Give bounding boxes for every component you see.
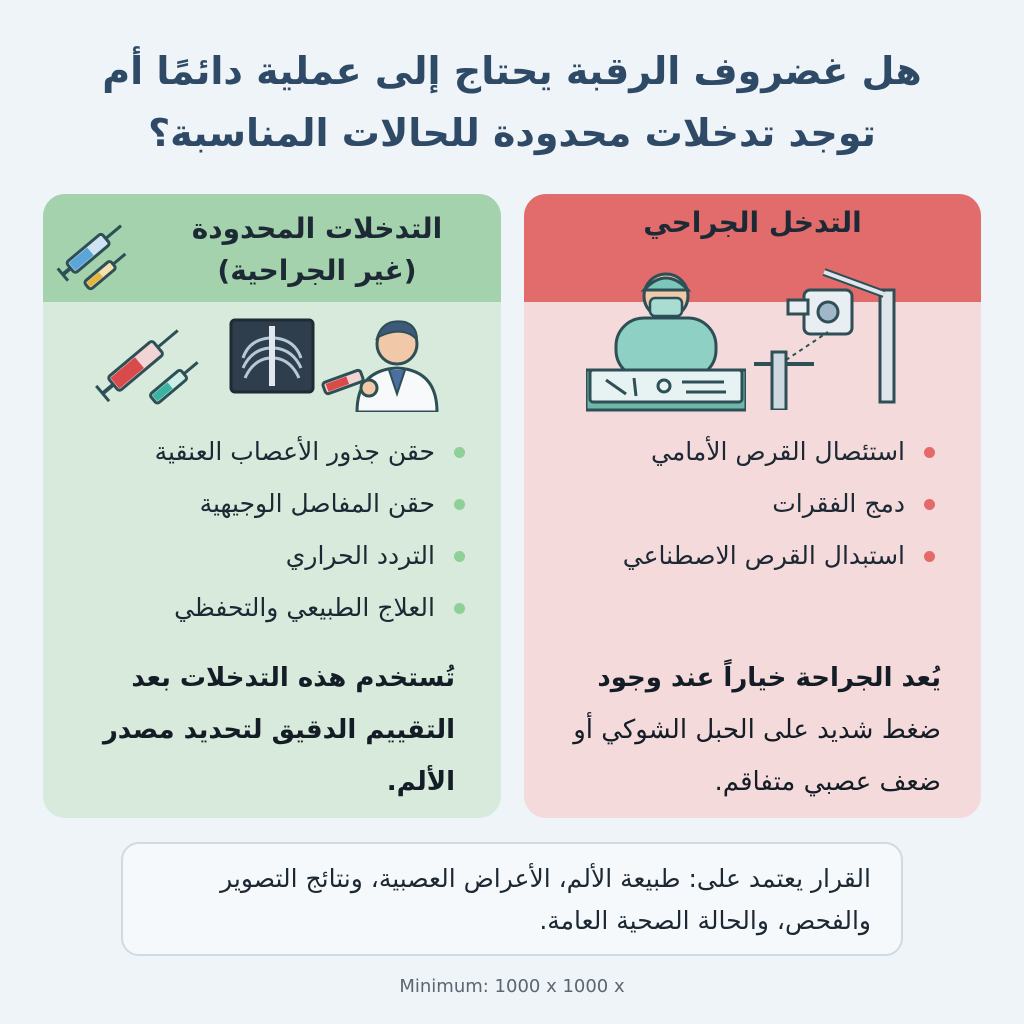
decision-factors-text: القرار يعتمد على: طبيعة الألم، الأعراض العصبية، ونتائج التصوير والفحص، والحالة الصحية العامة. [220, 864, 871, 935]
page-title [60, 40, 964, 164]
instrument-tray-icon [586, 364, 746, 408]
decision-factors-box [121, 842, 903, 956]
list-item: العلاج الطبيعي والتحفظي [155, 582, 471, 634]
list-item: التردد الحراري [155, 530, 471, 582]
surgical-note-bold: يُعد الجراحة خياراً عند وجود [597, 663, 941, 693]
bullet-dot [454, 499, 465, 510]
bullet-dot [924, 551, 935, 562]
bullet-dot [454, 447, 465, 458]
list-item: استبدال القرص الاصطناعي [623, 530, 941, 582]
surgical-heading: التدخل الجراحي [643, 206, 862, 239]
list-item: حقن المفاصل الوجيهية [155, 478, 471, 530]
bullet-dot [454, 551, 465, 562]
surgical-procedures-list [623, 426, 941, 582]
doctor-icon [313, 308, 441, 412]
nonsurgical-heading-line-2: (غير الجراحية) [217, 254, 417, 287]
title-line-2: توجد تدخلات محدودة للحالات المناسبة؟ [148, 111, 876, 155]
list-item: استئصال القرص الأمامي [623, 426, 941, 478]
surgical-note [541, 652, 941, 808]
nonsurgical-interventions-list [155, 426, 471, 634]
size-caption: Minimum: 1000 x 1000 x [399, 976, 625, 997]
nonsurgical-heading-line-1: التدخلات المحدودة [191, 212, 443, 245]
surgical-note-rest: ضغط شديد على الحبل الشوكي أو ضعف عصبي متفاقم. [573, 715, 941, 797]
surgical-microscope-icon [744, 260, 924, 410]
surgical-card [524, 194, 981, 818]
nonsurgical-card [43, 194, 501, 818]
title-line-1: هل غضروف الرقبة يحتاج إلى عملية دائمًا أم [102, 49, 922, 93]
nonsurgical-note: تُستخدم هذه التدخلات بعد التقييم الدقيق لتحديد مصدر الألم. [102, 663, 455, 797]
nonsurgical-heading [153, 208, 481, 292]
list-item: دمج الفقرات [623, 478, 941, 530]
list-item: حقن جذور الأعصاب العنقية [155, 426, 471, 478]
xray-icon [229, 318, 315, 394]
syringe-icon [53, 208, 135, 294]
bullet-dot [454, 603, 465, 614]
bullet-dot [924, 447, 935, 458]
syringe-icon [87, 318, 207, 414]
bullet-dot [924, 499, 935, 510]
